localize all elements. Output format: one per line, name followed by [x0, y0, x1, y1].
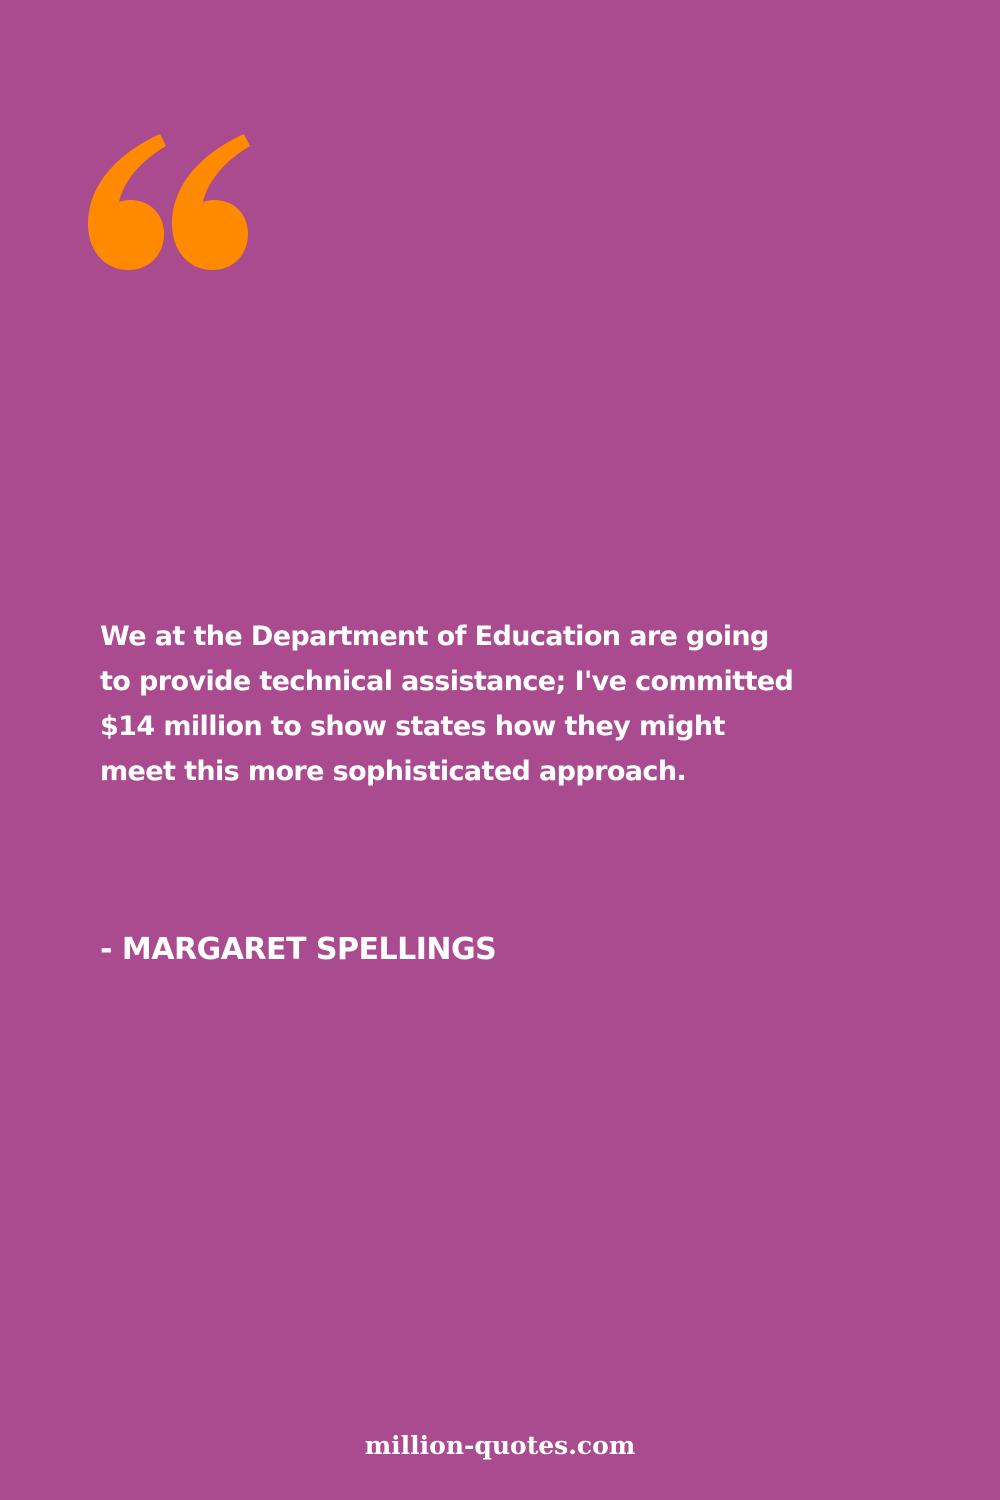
quote-author: - MARGARET SPELLINGS: [100, 932, 497, 967]
site-watermark: million-quotes.com: [364, 1431, 636, 1460]
quote-text: We at the Department of Education are going to provide technical assistance; I've committed $14 million to show states how they might meet this more sophisticated approach.: [100, 621, 794, 787]
open-quote-icon: [86, 128, 254, 272]
